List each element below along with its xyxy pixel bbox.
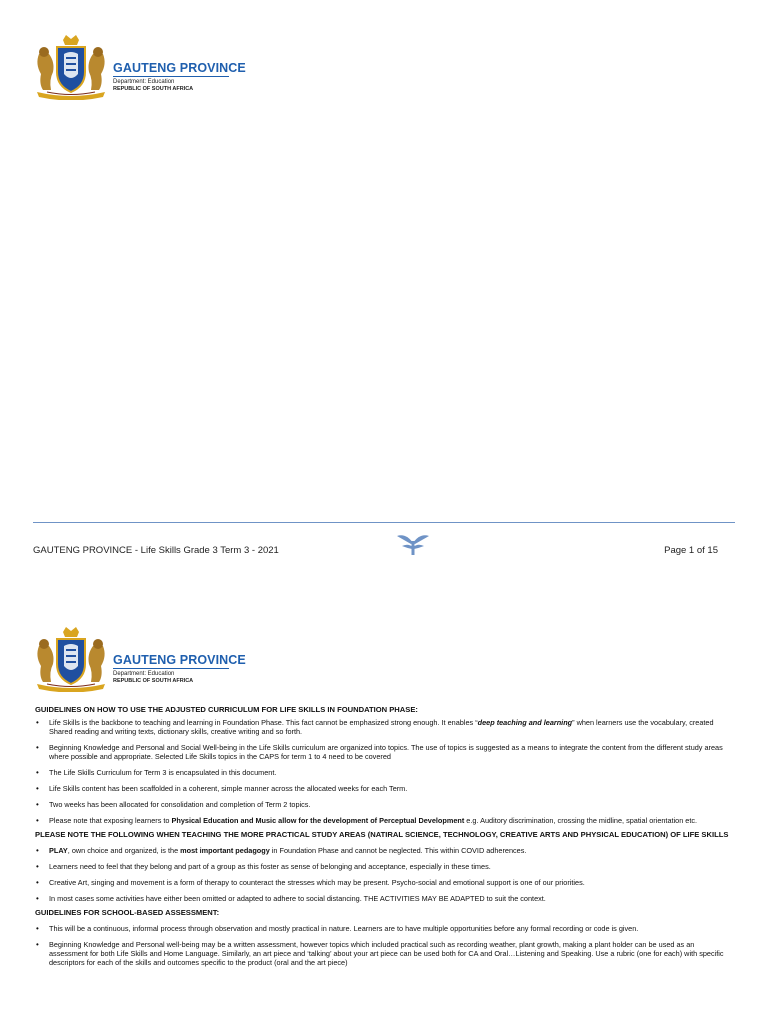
practical-guidelines-list xyxy=(35,846,735,903)
province-name: GAUTENG PROVINCE xyxy=(113,61,246,75)
list-item: • Creative Art, singing and movement is a form of therapy to counteract the stresses which may be present. Psycho-social and emotional support is one of our priorities. xyxy=(35,878,735,887)
department-name: Department: Education xyxy=(113,76,229,86)
footer-divider xyxy=(33,522,735,523)
gauteng-logo xyxy=(33,34,246,100)
section-heading-assessment: GUIDELINES FOR SCHOOL-BASED ASSESSMENT: xyxy=(35,908,220,917)
curriculum-guidelines-list xyxy=(35,718,735,825)
list-item: • This will be a continuous, informal process through observation and mostly practical in nature. Learners are to have multiple opportunities before any formal recording or code is given. xyxy=(35,924,735,933)
list-item: • Beginning Knowledge and Personal well-being may be a written assessment, however topics which included practical such as recording weather, plant growth, making a plant holder can be used as an assessment for both Life Skills and Home Language. Similarly, an art piece and ‘talking’ about your art piece can be used both for CA and Oral…Listening and Speaking. Use a rubric (one for each) with specific descriptors for each of the skills and outcomes specific to the product (oral and the art piece) xyxy=(35,940,735,967)
guidelines-content xyxy=(35,705,735,974)
list-item: • Please note that exposing learners to Physical Education and Music allow for the development of Perceptual Development e.g. Auditory discrimination, crossing the midline, spatial orientation etc. xyxy=(35,816,735,825)
gauteng-logo xyxy=(33,626,246,692)
section-heading-curriculum: GUIDELINES ON HOW TO USE THE ADJUSTED CURRICULUM FOR LIFE SKILLS IN FOUNDATION PHASE: xyxy=(35,705,418,714)
list-item: • Life Skills is the backbone to teaching and learning in Foundation Phase. This fact cannot be emphasized strong enough. It enables “deep teaching and learning” when learners use the vocabulary, created Shared reading and writing texts, dictionary skills, creative writing and so forth. xyxy=(35,718,735,736)
footer-page-number: Page 1 of 15 xyxy=(664,545,718,556)
department-name: Department: Education xyxy=(113,668,229,678)
list-item: • Two weeks has been allocated for consolidation and completion of Term 2 topics. xyxy=(35,800,735,809)
footer-emblem-icon xyxy=(396,531,430,557)
republic-name: REPUBLIC OF SOUTH AFRICA xyxy=(113,86,194,92)
coat-of-arms-icon xyxy=(33,34,109,100)
list-item: • Life Skills content has been scaffolded in a coherent, simple manner across the allocated weeks for each Term. xyxy=(35,784,735,793)
section-heading-practical: PLEASE NOTE THE FOLLOWING WHEN TEACHING THE MORE PRACTICAL STUDY AREAS (NATIRAL SCIENCE, TECHNOLOGY, CREATIVE ARTS AND PHYSICAL EDUCATION) OF LIFE SKILLS xyxy=(35,830,729,839)
list-item: • The Life Skills Curriculum for Term 3 is encapsulated in this document. xyxy=(35,768,735,777)
list-item: • PLAY, own choice and organized, is the most important pedagogy in Foundation Phase and cannot be neglected. This within COVID adherences. xyxy=(35,846,735,855)
republic-name: REPUBLIC OF SOUTH AFRICA xyxy=(113,678,194,684)
coat-of-arms-icon xyxy=(33,626,109,692)
assessment-guidelines-list xyxy=(35,924,735,967)
footer-document-title: GAUTENG PROVINCE - Life Skills Grade 3 Term 3 - 2021 xyxy=(33,545,279,556)
province-name: GAUTENG PROVINCE xyxy=(113,653,246,667)
list-item: • Learners need to feel that they belong and part of a group as this foster as sense of belonging and acceptance, especially in these times. xyxy=(35,862,735,871)
list-item: • Beginning Knowledge and Personal and Social Well-being in the Life Skills curriculum are organized into topics. The use of topics is suggested as a means to integrate the content from the different study areas where possible and appropriate. Selected Life Skills topics in the CAPS for term 1 to 4 need to be covered xyxy=(35,743,735,761)
list-item: • In most cases some activities have either been omitted or adapted to adhere to social distancing. THE ACTIVITIES MAY BE ADAPTED to suit the context. xyxy=(35,894,735,903)
